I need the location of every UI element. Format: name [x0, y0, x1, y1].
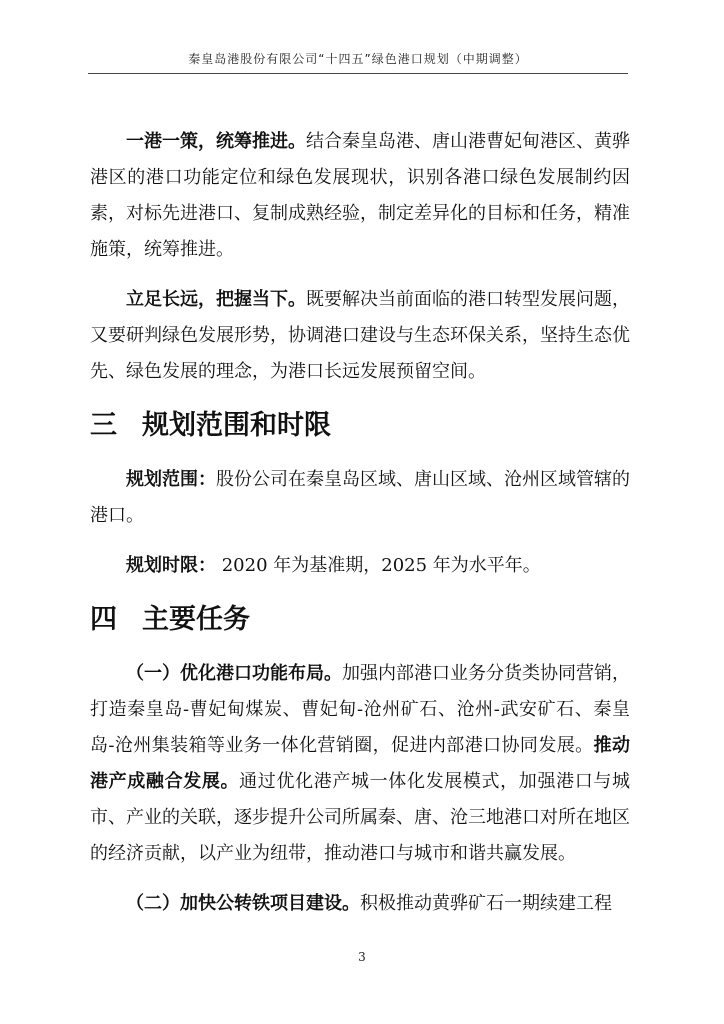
page-header: 秦皇岛港股份有限公司“十四五”绿色港口规划（中期调整） — [88, 50, 628, 74]
task-two-paragraph — [90, 886, 630, 922]
paragraph-two — [90, 282, 630, 390]
task-two-text: 积极推动黄骅矿石一期续建工程 — [360, 893, 612, 914]
scope-label: 规划范围： — [126, 469, 216, 490]
section-four-heading — [90, 602, 630, 638]
page-number: 3 — [358, 950, 366, 964]
section-three-number: 三 — [90, 410, 117, 441]
paragraph-one-text: 结合秦皇岛港、唐山港曹妃甸港区、黄骅港区的港口功能定位和绿色发展现状，识别各港口绿色发展制约因素，对标先进港口、复制成熟经验，制定差异化的目标和任务，精准施策，统筹推进。 — [90, 131, 630, 260]
scope-text: 股份公司在秦皇岛区域、唐山区域、沧州区域管辖的港口。 — [90, 469, 630, 526]
period-paragraph — [90, 548, 630, 584]
paragraph-two-text: 既要解决当前面临的港口转型发展问题，又要研判绿色发展形势，协调港口建设与生态环保关系，坚持生态优先、绿色发展的理念，为港口长远发展预留空间。 — [90, 289, 630, 382]
section-three-heading — [90, 408, 630, 444]
scope-paragraph — [90, 462, 630, 534]
section-three-title: 规划范围和时限 — [142, 410, 331, 441]
task-one-paragraph — [90, 656, 630, 872]
section-four-number: 四 — [90, 604, 117, 635]
paragraph-one-lead: 一港一策，统筹推进。 — [126, 131, 306, 152]
task-one-lead: （一）优化港口功能布局。 — [126, 663, 342, 684]
task-one-lead-two: 推动港产成融合发展。 — [90, 735, 630, 792]
paragraph-one — [90, 124, 630, 268]
period-label: 规划时限： — [126, 555, 216, 576]
period-text: 2020 年为基准期，2025 年为水平年。 — [216, 555, 541, 576]
task-one-text-two: 通过优化港产城一体化发展模式，加强港口与城市、产业的关联，逐步提升公司所属秦、唐、沧三地港口对所在地区的经济贡献，以产业为纽带，推动港口与城市和谐共赢发展。 — [90, 771, 631, 864]
page-content — [90, 124, 630, 936]
task-two-lead: （二）加快公转铁项目建设。 — [126, 893, 360, 914]
task-one-text: 加强内部港口业务分货类协同营销，打造秦皇岛-曹妃甸煤炭、曹妃甸-沧州矿石、沧州-武安矿石、秦皇岛-沧州集装箱等业务一体化营销圈，促进内部港口协同发展。 — [90, 663, 630, 756]
section-four-title: 主要任务 — [142, 604, 250, 635]
paragraph-two-lead: 立足长远，把握当下。 — [126, 289, 306, 310]
